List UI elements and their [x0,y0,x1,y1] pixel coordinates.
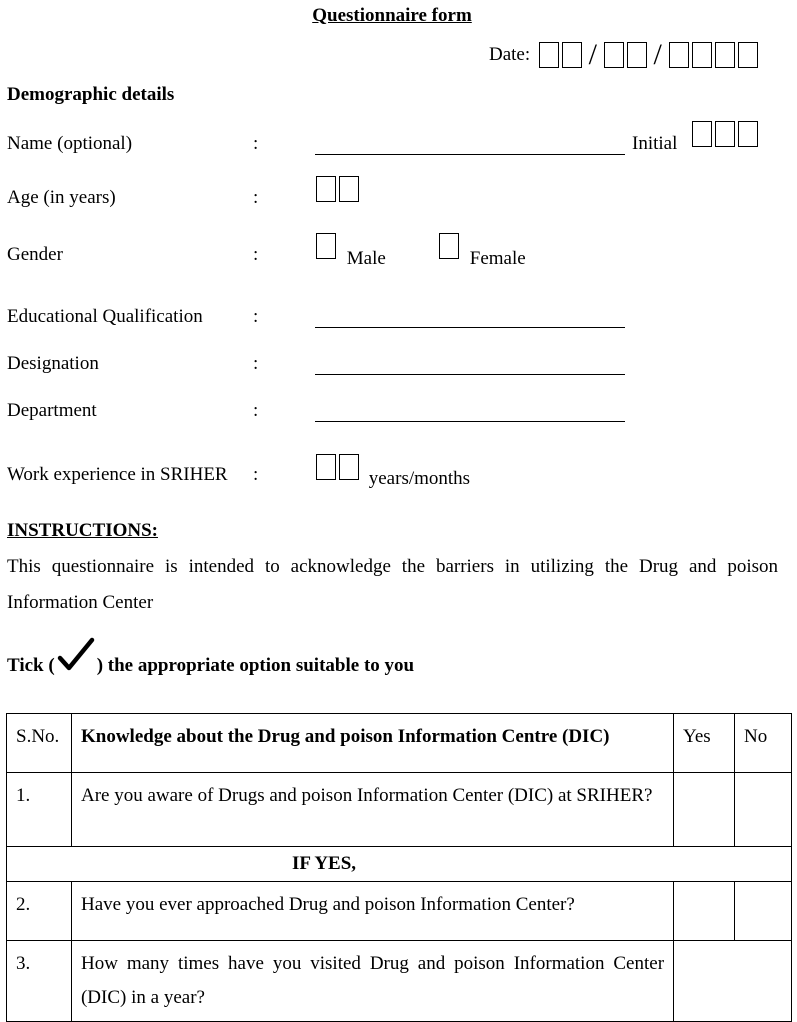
date-label: Date: [489,44,531,65]
no-cell[interactable] [735,882,792,941]
female-label: Female [469,248,526,269]
female-option [439,233,526,269]
yes-cell[interactable] [674,882,735,941]
if-yes-label: IF YES, [7,847,792,882]
header-yes: Yes [674,714,735,773]
name-label: Name (optional) [7,133,133,154]
female-checkbox[interactable] [439,233,459,259]
male-label: Male [346,248,386,269]
instructions-text: This questionnaire is intended to acknowledge the barriers in utilizing the Drug and poison Information Center [7,556,778,613]
experience-field [316,454,471,489]
date-slash-1: / [588,38,597,71]
designation-input-line[interactable] [315,374,625,375]
experience-label: Work experience in SRIHER [7,464,228,485]
initial-box-3[interactable] [738,121,758,147]
dic-knowledge-table [6,713,792,1022]
department-colon: : [253,400,259,421]
initial-box-2[interactable] [715,121,735,147]
age-boxes [316,176,359,202]
age-label: Age (in years) [7,187,116,208]
row-question: Are you aware of Drugs and poison Information Center (DIC) at SRIHER? [71,773,673,847]
age-colon: : [253,187,259,208]
date-day-box-1[interactable] [539,42,559,68]
date-year-box-3[interactable] [715,42,735,68]
experience-box-2[interactable] [339,454,359,480]
table-row [7,773,792,847]
date-day-box-2[interactable] [562,42,582,68]
table-row [7,941,792,1022]
demographic-heading: Demographic details [7,84,175,105]
answer-cell[interactable] [674,941,792,1022]
education-label: Educational Qualification [7,306,203,327]
designation-colon: : [253,353,259,374]
header-no: No [735,714,792,773]
tick-suffix: ) the appropriate option suitable to you [96,655,415,676]
initial-box-1[interactable] [692,121,712,147]
experience-unit: years/months [368,468,471,489]
row-question: How many times have you visited Drug and poison Information Center (DIC) in a year? [71,941,673,1022]
department-input-line[interactable] [315,421,625,422]
department-label: Department [7,400,97,421]
male-checkbox[interactable] [316,233,336,259]
male-option [316,233,386,269]
date-year-box-4[interactable] [738,42,758,68]
date-year-box-1[interactable] [669,42,689,68]
row-number: 1. [7,773,72,847]
gender-colon: : [253,244,259,265]
initial-boxes [692,121,758,147]
row-number: 3. [7,941,72,1022]
designation-label: Designation [7,353,99,374]
header-question: Knowledge about the Drug and poison Information Centre (DIC) [71,714,673,773]
tick-prefix: Tick ( [7,655,55,676]
age-box-2[interactable] [339,176,359,202]
row-number: 2. [7,882,72,941]
if-yes-row [7,847,792,882]
row-question: Have you ever approached Drug and poison Information Center? [71,882,673,941]
date-month-box-1[interactable] [604,42,624,68]
date-slash-2: / [653,38,662,71]
age-box-1[interactable] [316,176,336,202]
name-input-line[interactable] [315,154,625,155]
date-field [489,38,758,71]
checkmark-icon [56,636,96,676]
date-month-box-2[interactable] [627,42,647,68]
name-colon: : [253,133,259,154]
experience-box-1[interactable] [316,454,336,480]
education-colon: : [253,306,259,327]
instructions-heading: INSTRUCTIONS: [7,520,158,541]
gender-label: Gender [7,244,63,265]
date-year-box-2[interactable] [692,42,712,68]
header-sno: S.No. [7,714,72,773]
initial-label: Initial [632,133,678,154]
education-input-line[interactable] [315,327,625,328]
page-title: Questionnaire form [312,5,472,26]
no-cell[interactable] [735,773,792,847]
table-header-row [7,714,792,773]
table-row [7,882,792,941]
experience-colon: : [253,464,259,485]
tick-instruction [7,636,414,686]
yes-cell[interactable] [674,773,735,847]
